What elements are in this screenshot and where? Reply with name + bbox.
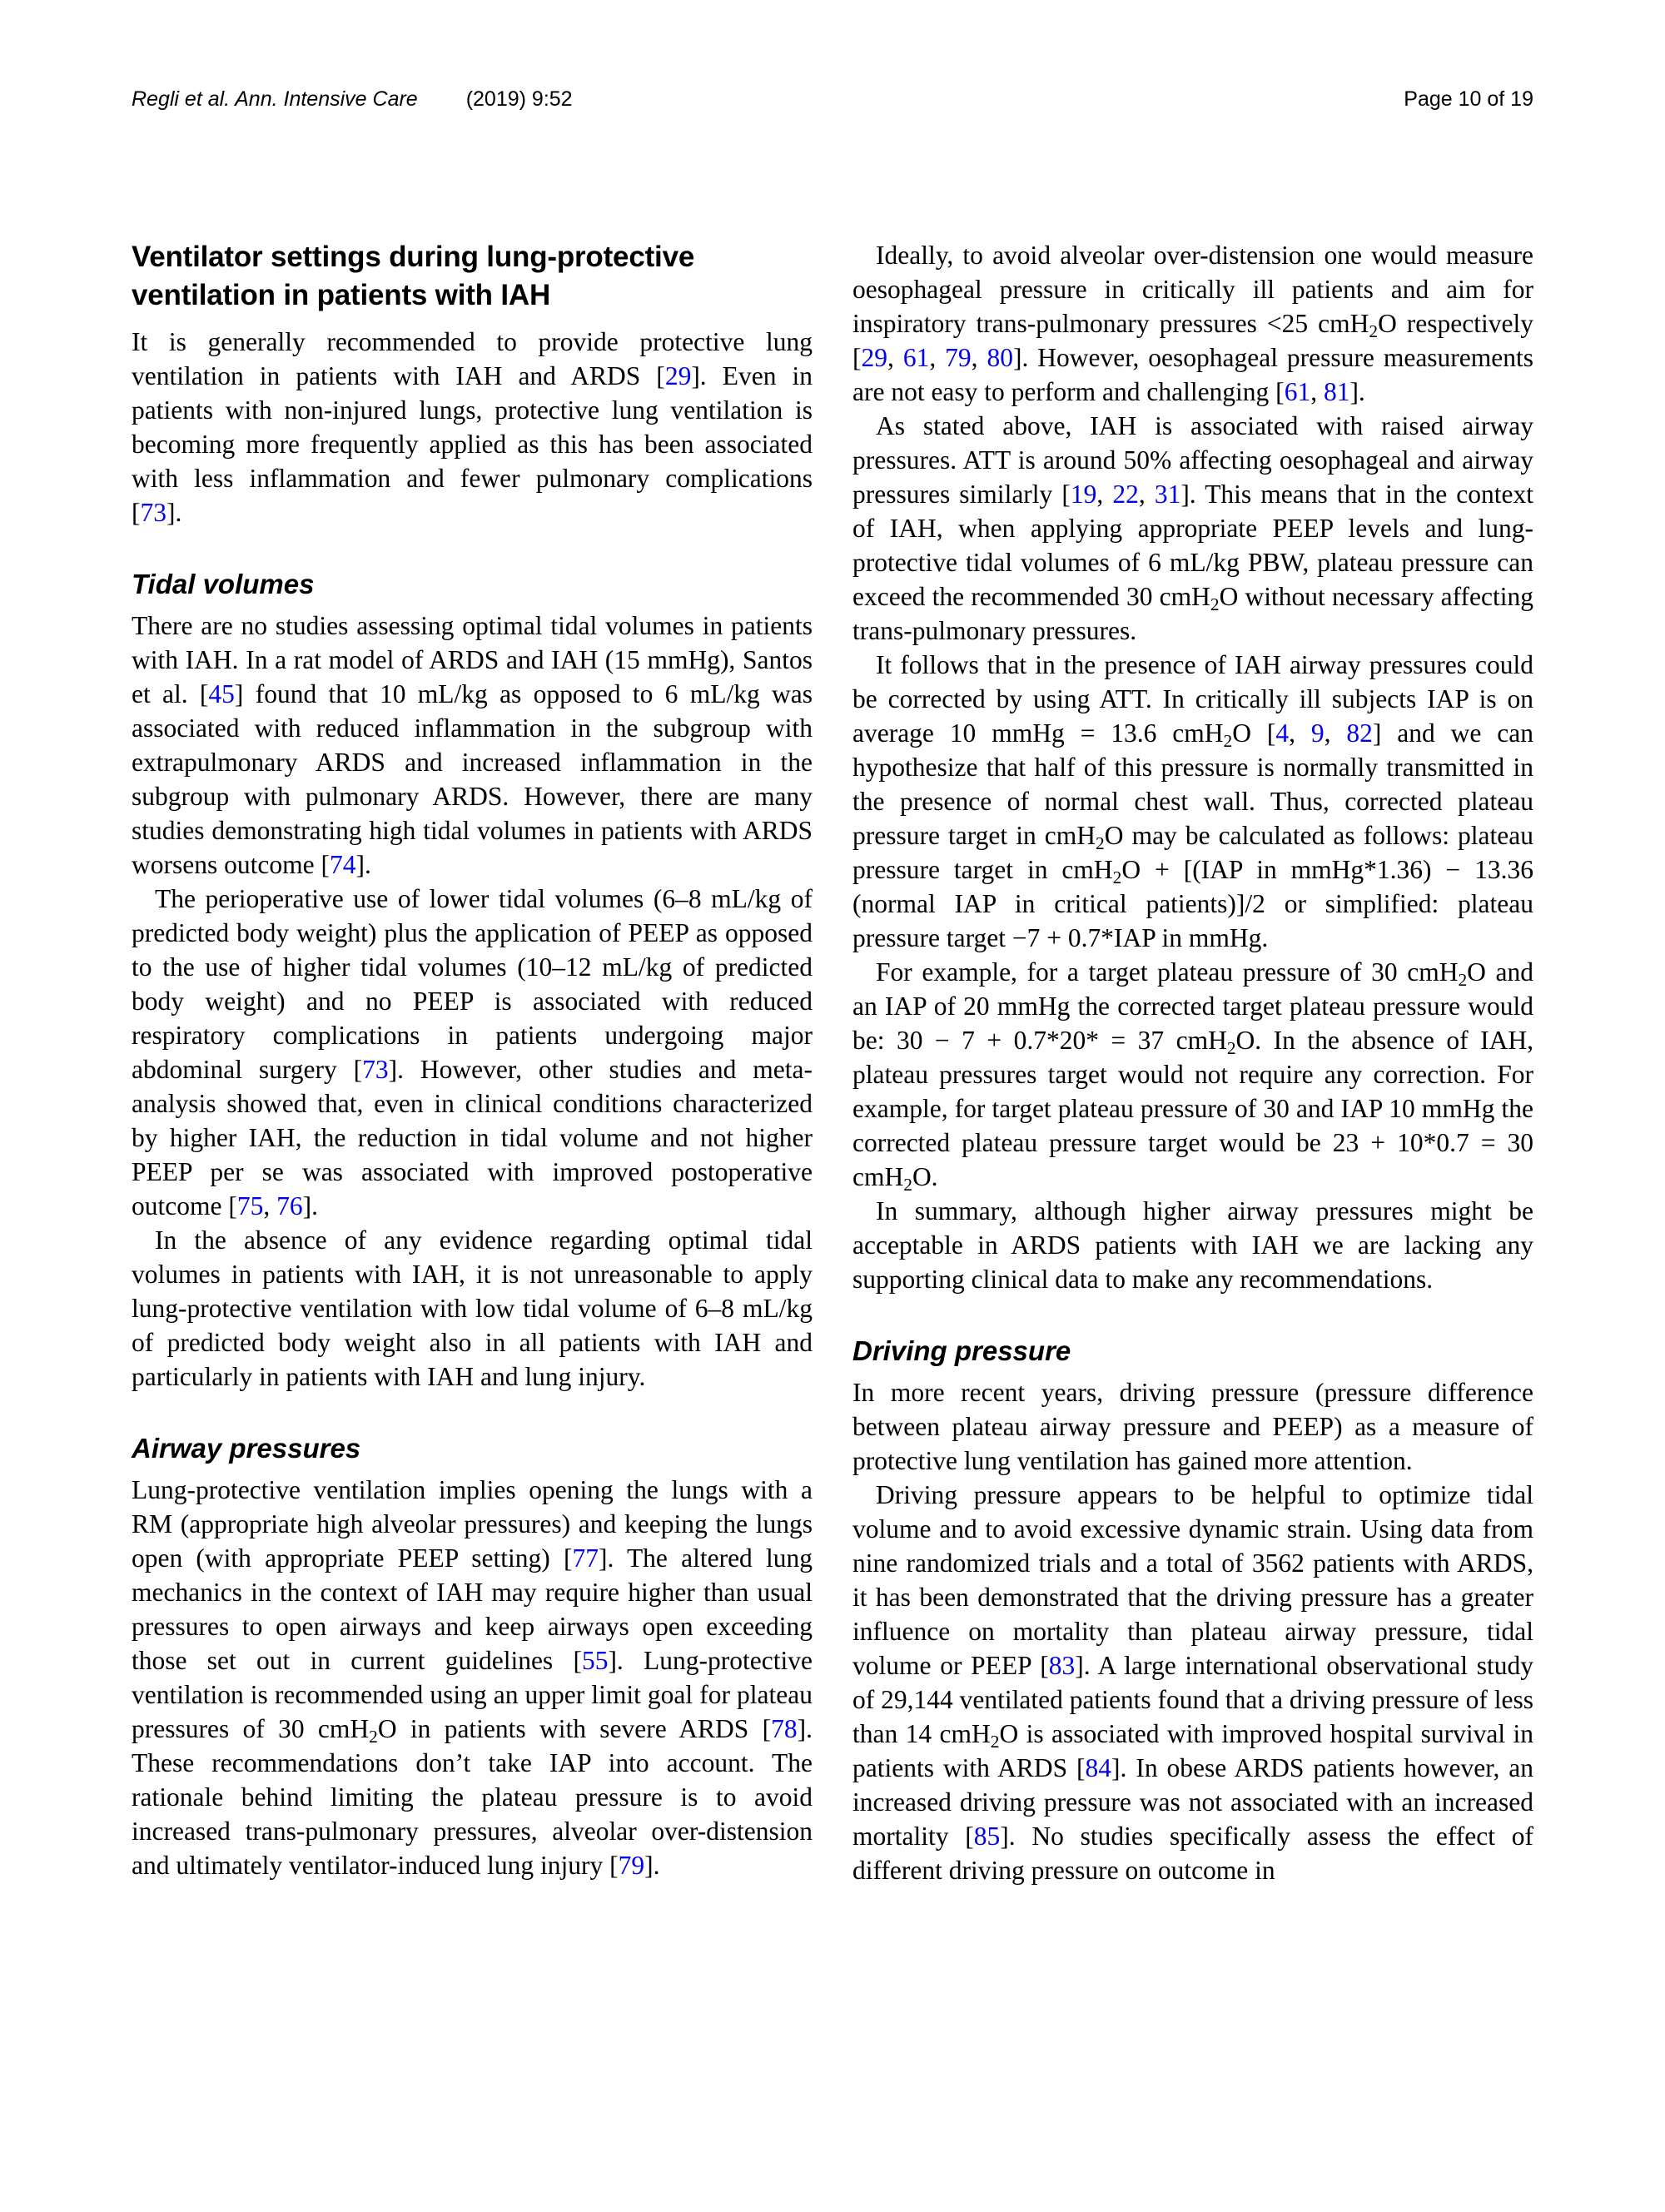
citation-link[interactable]: 19 bbox=[1070, 480, 1097, 509]
citation-link[interactable]: 29 bbox=[664, 361, 692, 390]
right-column bbox=[852, 238, 1533, 1887]
page-header bbox=[132, 87, 1533, 112]
citation-link[interactable]: 29 bbox=[861, 343, 887, 372]
paragraph: In summary, although higher airway pressures might be acceptable in ARDS patients with IAH we are lacking any supporting clinical data to make any recommendations. bbox=[852, 1196, 1533, 1294]
paragraph: The perioperative use of lower tidal volumes (6–8 mL/kg of predicted body weight) plus the application of PEEP as opposed to the use of higher tidal volumes (10–12 mL/kg of predicted body weight) and no PEEP is associated with reduced respiratory complications in patients undergoing major abdominal surgery [73]. However, other studies and meta-analysis showed that, even in clinical conditions characterized by higher IAH, the reduction in tidal volume and not higher PEEP per se was associated with improved postoperative outcome [75, 76]. bbox=[132, 884, 813, 1220]
citation-link[interactable]: 82 bbox=[1346, 718, 1373, 748]
citation-link[interactable]: 81 bbox=[1323, 377, 1350, 406]
paragraph: Driving pressure appears to be helpful to optimize tidal volume and to avoid excessive dynamic strain. Using data from nine randomized trials and a total of 3562 patients with ARDS, it has been demonstrated that the driving pressure has a greater influence on mortality than plateau airway pressure, tidal volume or PEEP [83]. A large international observational study of 29,144 ventilated patients found that a driving pressure of less than 14 cmH$_2$O is associated with improved hospital survival in patients with ARDS [84]. In obese ARDS patients however, an increased driving pressure was not associated with an increased mortality [85]. No studies specifically assess the effect of different driving pressure on outcome in bbox=[852, 1480, 1533, 1885]
citation-link[interactable]: 73 bbox=[140, 498, 166, 527]
citation-link[interactable]: 76 bbox=[276, 1191, 303, 1220]
paragraph: Lung-protective ventilation implies opening the lungs with a RM (appropriate high alveolar pressures) and keeping the lungs open (with appropriate PEEP setting) [77]. The altered lung mechanics in the context of IAH may require higher than usual pressures to open airways and keep airways open exceeding those set out in current guidelines [55]. Lung-protective ventilation is recommended using an upper limit goal for plateau pressures of 30 cmH$_2$O in patients with severe ARDS [78]. These recommendations don’t take IAP into account. The rationale behind limiting the plateau pressure is to avoid increased trans-pulmonary pressures, alveolar over-distension and ultimately ventilator-induced lung injury [79]. bbox=[132, 1475, 813, 1880]
paragraph: There are no studies assessing optimal tidal volumes in patients with IAH. In a rat model of ARDS and IAH (15 mmHg), Santos et al. [45] found that 10 mL/kg as opposed to 6 mL/kg was associated with reduced inflammation in the subgroup with extrapulmonary ARDS and increased inflammation in the subgroup with pulmonary ARDS. However, there are many studies demonstrating high tidal volumes in patients with ARDS worsens outcome [74]. bbox=[132, 611, 813, 879]
citation-link[interactable]: 31 bbox=[1154, 480, 1181, 509]
subsection-heading: Driving pressure bbox=[852, 1335, 1071, 1366]
paragraph: Ideally, to avoid alveolar over-distension one would measure oesophageal pressure in critically ill patients and aim for inspiratory trans-pulmonary pressures <25 cmH$_2$O respectively [29, 61, 79, 80]. However, oesophageal pressure measurements are not easy to perform and challenging [61, 81]. bbox=[852, 241, 1534, 406]
citation-link[interactable]: 79 bbox=[945, 343, 972, 372]
citation-link[interactable]: 75 bbox=[236, 1191, 264, 1220]
page-number: Page 10 of 19 bbox=[1404, 87, 1533, 111]
citation-link[interactable]: 22 bbox=[1112, 480, 1139, 509]
citation-link[interactable]: 79 bbox=[618, 1851, 645, 1880]
subsection-heading: Tidal volumes bbox=[132, 569, 315, 599]
citation-link[interactable]: 83 bbox=[1048, 1651, 1076, 1680]
citation-link[interactable]: 74 bbox=[329, 850, 356, 879]
citation-link[interactable]: 78 bbox=[771, 1714, 798, 1743]
running-head-authors-journal: Regli et al. Ann. Intensive Care bbox=[132, 87, 418, 111]
paragraph: As stated above, IAH is associated with raised airway pressures. ATT is around 50% affecting oesophageal and airway pressures similarly [19, 22, 31]. This means that in the context of IAH, when applying appropriate PEEP levels and lung-protective tidal volumes of 6 mL/kg PBW, plateau pressure can exceed the recommended 30 cmH$_2$O without necessary affecting trans-pulmonary pressures. bbox=[852, 411, 1534, 645]
citation-link[interactable]: 84 bbox=[1085, 1753, 1112, 1782]
paragraph: It is generally recommended to provide protective lung ventilation in patients with IAH and ARDS [29]. Even in patients with non-injured lungs, protective lung ventilation is becoming more frequently applied as this has been associated with less inflammation and fewer pulmonary complications [73]. bbox=[132, 327, 813, 527]
subsection-heading: Airway pressures bbox=[132, 1433, 361, 1464]
citation-link[interactable]: 77 bbox=[572, 1543, 599, 1573]
citation-link[interactable]: 4 bbox=[1275, 718, 1290, 748]
paragraph: It follows that in the presence of IAH airway pressures could be corrected by using ATT. In critically ill subjects IAP is on average 10 mmHg = 13.6 cmH$_2$O [4, 9, 82] and we can hypothesize that half of this pressure is normally transmitted in the presence of normal chest wall. Thus, corrected plateau pressure target in cmH$_2$O may be calculated as follows: plateau pressure target in cmH$_2$O + [(IAP in mmHg*1.36) − 13.36 (normal IAP in critical patients)]/2 or simplified: plateau pressure target −7 + 0.7*IAP in mmHg. bbox=[852, 650, 1534, 952]
citation-link[interactable]: 9 bbox=[1310, 718, 1325, 748]
left-column bbox=[132, 238, 813, 1887]
citation-link[interactable]: 61 bbox=[1284, 377, 1311, 406]
citation-link[interactable]: 85 bbox=[973, 1822, 1001, 1851]
running-head-issue: (2019) 9:52 bbox=[465, 87, 573, 111]
citation-link[interactable]: 80 bbox=[987, 343, 1013, 372]
citation-link[interactable]: 73 bbox=[362, 1055, 389, 1084]
citation-link[interactable]: 61 bbox=[902, 343, 930, 372]
paragraph: For example, for a target plateau pressure of 30 cmH$_2$O and an IAP of 20 mmHg the corrected target plateau pressure would be: 30 − 7 + 0.7*20* = 37 cmH$_2$O. In the absence of IAH, plateau pressures target would not require any correction. For example, for target plateau pressure of 30 and IAP 10 mmHg the corrected plateau pressure target would be 23 + 10*0.7 = 30 cmH$_2$O. bbox=[852, 957, 1534, 1195]
citation-link[interactable]: 45 bbox=[208, 679, 235, 708]
citation-link[interactable]: 55 bbox=[581, 1646, 609, 1675]
running-head bbox=[132, 87, 573, 112]
paragraph: In the absence of any evidence regarding optimal tidal volumes in patients with IAH, it is not unreasonable to apply lung-protective ventilation with low tidal volume of 6–8 mL/kg of predicted body weight also in all patients with IAH and particularly in patients with IAH and lung injury. bbox=[132, 1225, 813, 1391]
section-heading: Ventilator settings during lung-protective ventilation in patients with IAH bbox=[132, 241, 695, 311]
paragraph: In more recent years, driving pressure (pressure difference between plateau airway pressure and PEEP) as a measure of protective lung ventilation has gained more attention. bbox=[852, 1378, 1533, 1475]
article-body bbox=[132, 238, 1533, 1887]
